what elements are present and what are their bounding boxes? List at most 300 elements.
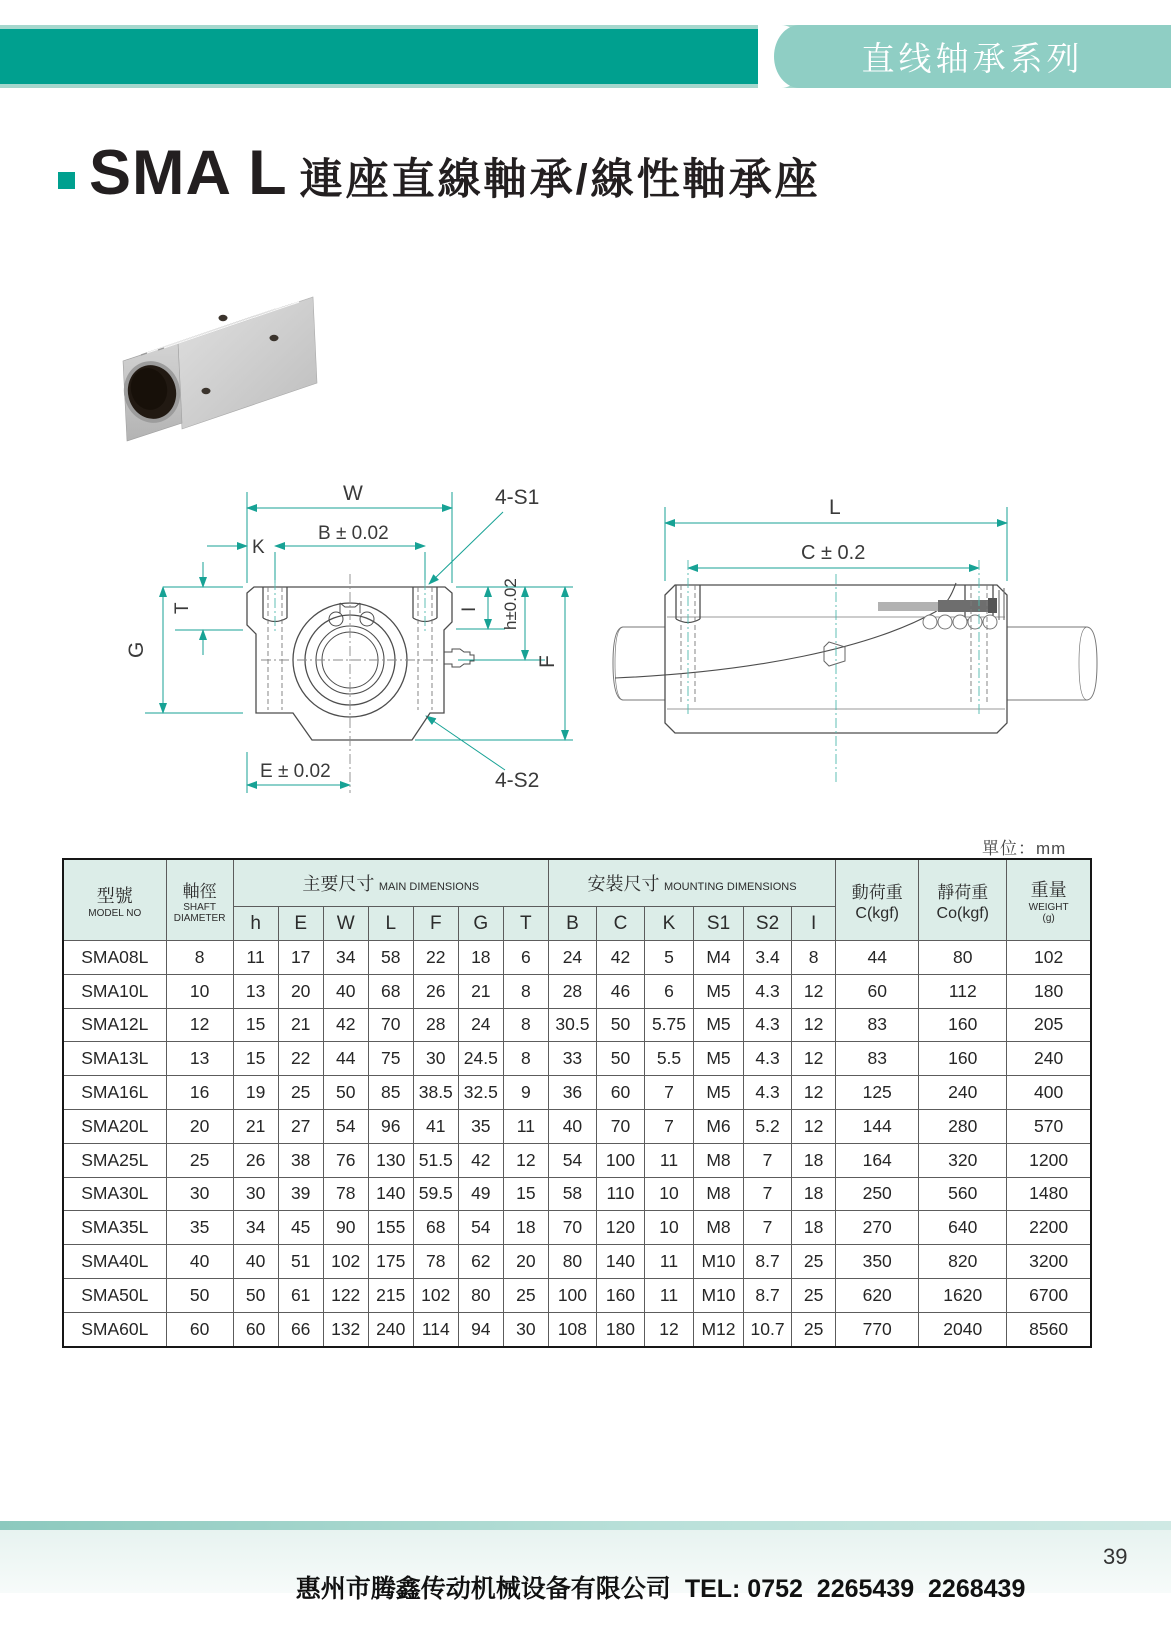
value-cell: 20 [278, 974, 323, 1008]
value-cell: 13 [233, 974, 278, 1008]
value-cell: 6 [644, 974, 693, 1008]
value-cell: 21 [278, 1008, 323, 1042]
value-cell: 13 [166, 1042, 233, 1076]
value-cell: 85 [368, 1076, 413, 1110]
value-cell: 160 [919, 1042, 1007, 1076]
value-cell: 44 [836, 941, 919, 975]
value-cell: M8 [694, 1143, 744, 1177]
spec-table [62, 858, 1092, 1348]
col-g: G [458, 907, 503, 941]
value-cell: 12 [166, 1008, 233, 1042]
value-cell: 68 [413, 1211, 458, 1245]
value-cell: 50 [596, 1008, 644, 1042]
value-cell: 21 [458, 974, 503, 1008]
value-cell: 25 [278, 1076, 323, 1110]
table-row [63, 1076, 1091, 1110]
model-cell: SMA13L [63, 1042, 166, 1076]
col-dyn-en: C(kgf) [855, 904, 899, 922]
value-cell: 250 [836, 1177, 919, 1211]
value-cell: 70 [368, 1008, 413, 1042]
col-weight-zh: 重量 [1030, 880, 1067, 900]
value-cell: 40 [233, 1245, 278, 1279]
value-cell: 15 [503, 1177, 548, 1211]
col-t: T [503, 907, 548, 941]
value-cell: 50 [596, 1042, 644, 1076]
value-cell: 2040 [919, 1312, 1007, 1346]
value-cell: 12 [792, 974, 836, 1008]
company-name: 惠州市腾鑫传动机械设备有限公司 [295, 1575, 671, 1603]
value-cell: 22 [278, 1042, 323, 1076]
value-cell: 205 [1007, 1008, 1091, 1042]
value-cell: 102 [1007, 941, 1091, 975]
col-w: W [323, 907, 368, 941]
value-cell: 42 [323, 1008, 368, 1042]
value-cell: 320 [919, 1143, 1007, 1177]
value-cell: 20 [166, 1109, 233, 1143]
table-row [63, 1109, 1091, 1143]
value-cell: 240 [1007, 1042, 1091, 1076]
value-cell: 102 [413, 1278, 458, 1312]
value-cell: 34 [323, 941, 368, 975]
value-cell: 40 [166, 1245, 233, 1279]
value-cell: 215 [368, 1278, 413, 1312]
bearing-balls [878, 588, 1004, 629]
model-cell: SMA60L [63, 1312, 166, 1346]
col-s1: S1 [694, 907, 744, 941]
value-cell: 3.4 [744, 941, 792, 975]
value-cell: 8 [503, 1008, 548, 1042]
value-cell: 75 [368, 1042, 413, 1076]
col-shaft-en2: DIAMETER [173, 912, 226, 924]
value-cell: 180 [596, 1312, 644, 1346]
value-cell: 6 [503, 941, 548, 975]
value-cell: 7 [644, 1109, 693, 1143]
value-cell: 6700 [1007, 1278, 1091, 1312]
spec-table-container [62, 858, 1092, 1348]
part-outline [247, 587, 474, 740]
col-mounting-dimensions [548, 859, 835, 907]
value-cell: 18 [503, 1211, 548, 1245]
value-cell: 125 [836, 1076, 919, 1110]
value-cell: 7 [644, 1076, 693, 1110]
value-cell: 102 [323, 1245, 368, 1279]
value-cell: 83 [836, 1042, 919, 1076]
col-stat-zh: 靜荷重 [937, 882, 989, 902]
value-cell: 5.2 [744, 1109, 792, 1143]
value-cell: 26 [413, 974, 458, 1008]
col-static-load [919, 859, 1007, 941]
value-cell: 60 [596, 1076, 644, 1110]
value-cell: 7 [744, 1211, 792, 1245]
model-cell: SMA12L [63, 1008, 166, 1042]
value-cell: 120 [596, 1211, 644, 1245]
value-cell: 38 [278, 1143, 323, 1177]
value-cell: 280 [919, 1109, 1007, 1143]
value-cell: 8.7 [744, 1245, 792, 1279]
value-cell: 5.75 [644, 1008, 693, 1042]
value-cell: 130 [368, 1143, 413, 1177]
value-cell: 68 [368, 974, 413, 1008]
value-cell: 18 [792, 1143, 836, 1177]
value-cell: 2200 [1007, 1211, 1091, 1245]
value-cell: 25 [503, 1278, 548, 1312]
unit-note: 單位：mm [982, 839, 1067, 858]
value-cell: 240 [368, 1312, 413, 1346]
value-cell: 24 [548, 941, 596, 975]
value-cell: 160 [596, 1278, 644, 1312]
value-cell: 21 [233, 1109, 278, 1143]
col-dyn-zh: 動荷重 [851, 882, 903, 902]
col-main-dimensions [233, 859, 548, 907]
value-cell: 58 [368, 941, 413, 975]
col-shaft [166, 859, 233, 941]
value-cell: 58 [548, 1177, 596, 1211]
col-model-en: MODEL NO [88, 907, 142, 919]
value-cell: 66 [278, 1312, 323, 1346]
value-cell: 18 [792, 1211, 836, 1245]
value-cell: 140 [368, 1177, 413, 1211]
value-cell: 60 [166, 1312, 233, 1346]
banner-label-pill [774, 25, 1171, 88]
table-row [63, 1245, 1091, 1279]
page-number: 39 [1103, 1544, 1128, 1569]
value-cell: 22 [413, 941, 458, 975]
value-cell: 100 [596, 1143, 644, 1177]
value-cell: 35 [166, 1211, 233, 1245]
value-cell: 30 [233, 1177, 278, 1211]
value-cell: 24 [458, 1008, 503, 1042]
value-cell: 30 [166, 1177, 233, 1211]
model-cell: SMA20L [63, 1109, 166, 1143]
value-cell: 8 [792, 941, 836, 975]
value-cell: 132 [323, 1312, 368, 1346]
model-cell: SMA40L [63, 1245, 166, 1279]
col-i: I [792, 907, 836, 941]
value-cell: 112 [919, 974, 1007, 1008]
value-cell: 62 [458, 1245, 503, 1279]
col-weight [1007, 859, 1091, 941]
table-row [63, 1042, 1091, 1076]
value-cell: 110 [596, 1177, 644, 1211]
value-cell: 3200 [1007, 1245, 1091, 1279]
series-title: 直线轴承系列 [861, 40, 1084, 77]
value-cell: 12 [792, 1042, 836, 1076]
value-cell: 240 [919, 1076, 1007, 1110]
value-cell: 11 [644, 1278, 693, 1312]
dim-h: h±0.02 [501, 578, 520, 630]
footer-divider [0, 1521, 1171, 1530]
value-cell: 27 [278, 1109, 323, 1143]
dim-k: K [252, 537, 265, 558]
dim-c: C ± 0.2 [801, 542, 866, 564]
value-cell: 12 [792, 1076, 836, 1110]
value-cell: 108 [548, 1312, 596, 1346]
value-cell: 8 [166, 941, 233, 975]
value-cell: 7 [744, 1177, 792, 1211]
value-cell: M6 [694, 1109, 744, 1143]
value-cell: 19 [233, 1076, 278, 1110]
shaft [613, 627, 1097, 700]
value-cell: 640 [919, 1211, 1007, 1245]
value-cell: M10 [694, 1278, 744, 1312]
col-mount-en: MOUNTING DIMENSIONS [663, 881, 797, 893]
value-cell: 4.3 [744, 1042, 792, 1076]
value-cell: 42 [458, 1143, 503, 1177]
value-cell: 30 [503, 1312, 548, 1346]
value-cell: 10 [644, 1177, 693, 1211]
value-cell: 70 [596, 1109, 644, 1143]
value-cell: 61 [278, 1278, 323, 1312]
value-cell: 770 [836, 1312, 919, 1346]
value-cell: M5 [694, 1076, 744, 1110]
value-cell: 33 [548, 1042, 596, 1076]
side-view-drawing [605, 462, 1105, 807]
front-view-drawing [75, 462, 595, 807]
col-h: h [233, 907, 278, 941]
value-cell: 8 [503, 974, 548, 1008]
value-cell: 350 [836, 1245, 919, 1279]
value-cell: 70 [548, 1211, 596, 1245]
value-cell: 25 [792, 1278, 836, 1312]
value-cell: 10 [644, 1211, 693, 1245]
value-cell: 25 [166, 1143, 233, 1177]
col-mount-zh: 安裝尺寸 [587, 874, 660, 894]
product-photo [106, 281, 341, 451]
value-cell: 8 [503, 1042, 548, 1076]
col-shaft-en1: SHAFT [183, 901, 216, 913]
value-cell: 12 [503, 1143, 548, 1177]
value-cell: 11 [644, 1143, 693, 1177]
table-row [63, 1008, 1091, 1042]
series-banner [0, 25, 1171, 88]
col-f: F [413, 907, 458, 941]
value-cell: 28 [548, 974, 596, 1008]
value-cell: 11 [503, 1109, 548, 1143]
value-cell: 32.5 [458, 1076, 503, 1110]
value-cell: 1200 [1007, 1143, 1091, 1177]
value-cell: 11 [644, 1245, 693, 1279]
value-cell: 76 [323, 1143, 368, 1177]
value-cell: 83 [836, 1008, 919, 1042]
value-cell: 1480 [1007, 1177, 1091, 1211]
value-cell: 49 [458, 1177, 503, 1211]
value-cell: 12 [644, 1312, 693, 1346]
col-model [63, 859, 166, 941]
value-cell: 15 [233, 1008, 278, 1042]
col-weight-en: WEIGHT [1028, 902, 1069, 913]
value-cell: 50 [323, 1076, 368, 1110]
value-cell: M5 [694, 974, 744, 1008]
value-cell: 164 [836, 1143, 919, 1177]
value-cell: 60 [836, 974, 919, 1008]
col-c: C [596, 907, 644, 941]
value-cell: 36 [548, 1076, 596, 1110]
col-weight-unit: (g) [1042, 913, 1055, 924]
model-series-name: SMA L [89, 138, 288, 208]
value-cell: 26 [233, 1143, 278, 1177]
value-cell: 25 [792, 1245, 836, 1279]
value-cell: M8 [694, 1211, 744, 1245]
dim-t: T [172, 602, 193, 614]
value-cell: 144 [836, 1109, 919, 1143]
dim-4s2: 4-S2 [495, 769, 540, 792]
col-stat-en: Co(kgf) [936, 904, 989, 922]
value-cell: 78 [413, 1245, 458, 1279]
value-cell: 122 [323, 1278, 368, 1312]
value-cell: 51.5 [413, 1143, 458, 1177]
dim-w: W [343, 482, 363, 505]
model-cell: SMA30L [63, 1177, 166, 1211]
dim-e: E ± 0.02 [260, 761, 331, 782]
value-cell: 94 [458, 1312, 503, 1346]
spec-table-body [63, 941, 1091, 1347]
value-cell: 25 [792, 1312, 836, 1346]
value-cell: 175 [368, 1245, 413, 1279]
value-cell: 1620 [919, 1278, 1007, 1312]
value-cell: 44 [323, 1042, 368, 1076]
page-title [58, 138, 821, 208]
value-cell: 34 [233, 1211, 278, 1245]
value-cell: 38.5 [413, 1076, 458, 1110]
value-cell: 10 [166, 974, 233, 1008]
value-cell: 140 [596, 1245, 644, 1279]
value-cell: 96 [368, 1109, 413, 1143]
dimension-labels [801, 496, 865, 564]
value-cell: 4.3 [744, 1076, 792, 1110]
model-cell: SMA25L [63, 1143, 166, 1177]
value-cell: 80 [458, 1278, 503, 1312]
footer [0, 1530, 1171, 1603]
model-cell: SMA50L [63, 1278, 166, 1312]
value-cell: 8560 [1007, 1312, 1091, 1346]
value-cell: 114 [413, 1312, 458, 1346]
value-cell: 20 [503, 1245, 548, 1279]
value-cell: 4.3 [744, 974, 792, 1008]
value-cell: 28 [413, 1008, 458, 1042]
dim-f: F [536, 655, 559, 668]
dimension-labels [125, 482, 559, 792]
col-main-en: MAIN DIMENSIONS [378, 881, 480, 893]
value-cell: 54 [323, 1109, 368, 1143]
model-cell: SMA08L [63, 941, 166, 975]
value-cell: 41 [413, 1109, 458, 1143]
col-main-zh: 主要尺寸 [302, 874, 375, 894]
value-cell: 18 [792, 1177, 836, 1211]
value-cell: 9 [503, 1076, 548, 1110]
value-cell: 11 [233, 941, 278, 975]
value-cell: M5 [694, 1008, 744, 1042]
value-cell: 180 [1007, 974, 1091, 1008]
table-row [63, 1143, 1091, 1177]
table-row [63, 1278, 1091, 1312]
value-cell: M4 [694, 941, 744, 975]
col-model-zh: 型號 [96, 885, 133, 906]
value-cell: 30 [413, 1042, 458, 1076]
col-b: B [548, 907, 596, 941]
value-cell: 15 [233, 1042, 278, 1076]
value-cell: 51 [278, 1245, 323, 1279]
value-cell: M12 [694, 1312, 744, 1346]
value-cell: 78 [323, 1177, 368, 1211]
value-cell: 80 [548, 1245, 596, 1279]
value-cell: 5 [644, 941, 693, 975]
dim-4s1: 4-S1 [495, 486, 540, 509]
banner-dark-bar [0, 29, 792, 84]
value-cell: 90 [323, 1211, 368, 1245]
model-cell: SMA35L [63, 1211, 166, 1245]
table-row [63, 974, 1091, 1008]
value-cell: M5 [694, 1042, 744, 1076]
value-cell: 570 [1007, 1109, 1091, 1143]
value-cell: 12 [792, 1008, 836, 1042]
value-cell: 40 [548, 1109, 596, 1143]
value-cell: 18 [458, 941, 503, 975]
value-cell: 820 [919, 1245, 1007, 1279]
table-row [63, 1312, 1091, 1346]
dim-g: G [125, 641, 148, 658]
value-cell: 35 [458, 1109, 503, 1143]
value-cell: 270 [836, 1211, 919, 1245]
value-cell: 45 [278, 1211, 323, 1245]
dim-i: I [459, 606, 480, 612]
col-l: L [368, 907, 413, 941]
model-series-desc: 連座直線軸承/線性軸承座 [299, 156, 821, 204]
value-cell: 7 [744, 1143, 792, 1177]
value-cell: 60 [233, 1312, 278, 1346]
table-row [63, 1211, 1091, 1245]
value-cell: 160 [919, 1008, 1007, 1042]
value-cell: 24.5 [458, 1042, 503, 1076]
dim-b: B ± 0.02 [318, 523, 389, 544]
center-lines [688, 560, 979, 782]
value-cell: M10 [694, 1245, 744, 1279]
col-dynamic-load [836, 859, 919, 941]
bearing-block-render [117, 297, 317, 441]
value-cell: 42 [596, 941, 644, 975]
model-cell: SMA10L [63, 974, 166, 1008]
value-cell: 5.5 [644, 1042, 693, 1076]
value-cell: 17 [278, 941, 323, 975]
col-s2: S2 [744, 907, 792, 941]
value-cell: 40 [323, 974, 368, 1008]
table-row [63, 941, 1091, 975]
value-cell: 4.3 [744, 1008, 792, 1042]
model-cell: SMA16L [63, 1076, 166, 1110]
value-cell: M8 [694, 1177, 744, 1211]
value-cell: 39 [278, 1177, 323, 1211]
col-k: K [644, 907, 693, 941]
col-e: E [278, 907, 323, 941]
value-cell: 100 [548, 1278, 596, 1312]
value-cell: 50 [166, 1278, 233, 1312]
col-shaft-zh: 軸徑 [182, 881, 217, 901]
value-cell: 620 [836, 1278, 919, 1312]
value-cell: 560 [919, 1177, 1007, 1211]
value-cell: 54 [458, 1211, 503, 1245]
value-cell: 16 [166, 1076, 233, 1110]
value-cell: 54 [548, 1143, 596, 1177]
footer-company-line [268, 1540, 1025, 1634]
value-cell: 400 [1007, 1076, 1091, 1110]
value-cell: 46 [596, 974, 644, 1008]
dim-l: L [829, 496, 841, 519]
value-cell: 30.5 [548, 1008, 596, 1042]
title-bullet-icon [58, 172, 75, 189]
value-cell: 59.5 [413, 1177, 458, 1211]
value-cell: 12 [792, 1109, 836, 1143]
company-phone: TEL: 0752 2265439 2268439 [684, 1575, 1026, 1603]
value-cell: 10.7 [744, 1312, 792, 1346]
